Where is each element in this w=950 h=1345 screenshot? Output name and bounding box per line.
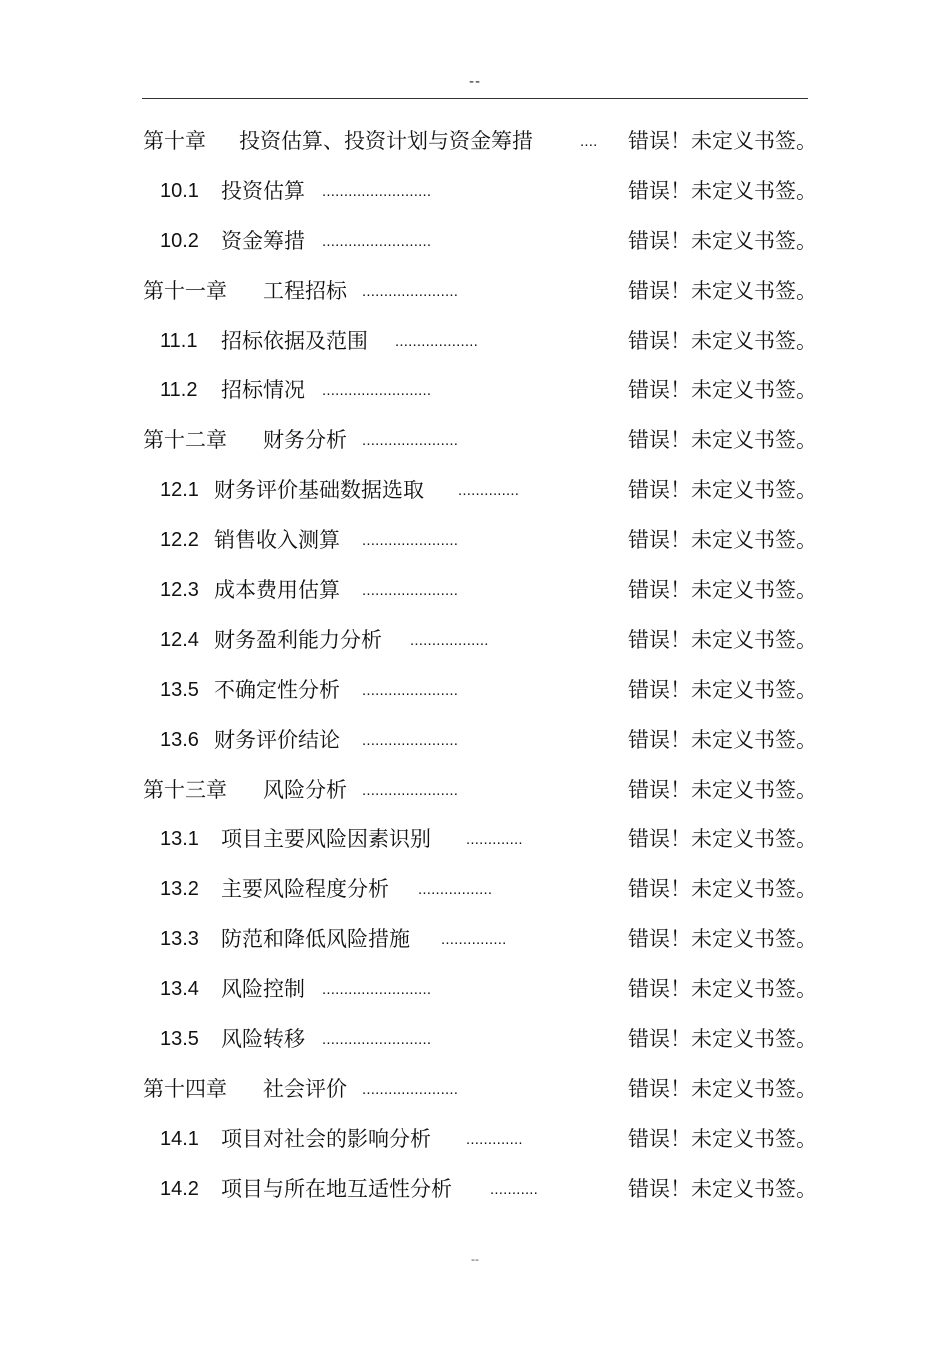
toc-entry-title: 主要风险程度分析	[221, 877, 389, 902]
toc-leader-dots: .........................	[322, 232, 432, 250]
page-footer-mark: --	[471, 1253, 479, 1266]
toc-entry-title: 投资估算、投资计划与资金筹措	[239, 129, 533, 153]
toc-entry-title: 风险控制	[221, 977, 305, 1002]
toc-leader-dots: ...........	[490, 1180, 539, 1198]
toc-leader-dots: .............	[466, 831, 523, 849]
toc-entry-title: 风险分析	[263, 777, 347, 802]
toc-entry-page-ref: 错误！未定义书签。	[628, 777, 817, 802]
toc-entry-page-ref: 错误！未定义书签。	[628, 1076, 817, 1101]
toc-entry-number: 第十一章	[143, 278, 227, 303]
toc-entry-number: 14.2	[160, 1177, 199, 1200]
toc-entry-section-13-5a[interactable]	[0, 666, 950, 716]
toc-entry-chapter-13[interactable]	[0, 766, 950, 816]
toc-entry-number: 第十四章	[143, 1076, 227, 1101]
toc-entry-number: 12.1	[160, 479, 199, 502]
toc-entry-page-ref: 错误！未定义书签。	[628, 1126, 817, 1151]
toc-leader-dots: ......................	[362, 582, 459, 600]
toc-entry-chapter-12[interactable]	[0, 416, 950, 466]
toc-leader-dots: ......................	[362, 781, 459, 799]
toc-leader-dots: ......................	[362, 432, 459, 450]
toc-entry-number: 13.3	[160, 928, 199, 951]
toc-entry-chapter-11[interactable]	[0, 267, 950, 317]
toc-entry-page-ref: 错误！未定义书签。	[628, 927, 817, 952]
toc-entry-section-11-1[interactable]	[0, 317, 950, 367]
toc-entry-title: 项目主要风险因素识别	[221, 827, 431, 852]
toc-entry-number: 13.2	[160, 878, 199, 901]
toc-entry-page-ref: 错误！未定义书签。	[628, 278, 817, 303]
toc-entry-number: 第十章	[143, 129, 206, 153]
toc-entry-title: 投资估算	[221, 178, 305, 203]
toc-entry-section-12-2[interactable]	[0, 516, 950, 566]
toc-entry-section-13-2[interactable]	[0, 865, 950, 915]
toc-entry-number: 11.1	[160, 329, 198, 352]
toc-leader-dots: ..................	[410, 631, 489, 649]
toc-entry-page-ref: 错误！未定义书签。	[628, 1027, 817, 1052]
toc-leader-dots: ......................	[362, 282, 459, 300]
toc-leader-dots: ......................	[362, 1080, 459, 1098]
toc-entry-page-ref: 错误！未定义书签。	[628, 977, 817, 1002]
toc-entry-chapter-10[interactable]	[0, 117, 950, 167]
toc-entry-section-13-4[interactable]	[0, 965, 950, 1015]
toc-entry-page-ref: 错误！未定义书签。	[628, 428, 817, 453]
toc-entry-page-ref: 错误！未定义书签。	[628, 178, 817, 203]
table-of-contents	[0, 117, 950, 1215]
toc-entry-title: 招标依据及范围	[221, 328, 368, 353]
header-rule	[142, 98, 808, 99]
toc-entry-section-13-5b[interactable]	[0, 1015, 950, 1065]
toc-leader-dots: ......................	[362, 532, 459, 550]
toc-leader-dots: ......................	[362, 681, 459, 699]
toc-entry-title: 防范和降低风险措施	[221, 927, 410, 952]
toc-entry-section-10-2[interactable]	[0, 217, 950, 267]
toc-entry-page-ref: 错误！未定义书签。	[628, 228, 817, 253]
toc-leader-dots: ..............	[458, 482, 520, 500]
toc-entry-page-ref: 错误！未定义书签。	[628, 827, 817, 852]
page-header-mark: --	[468, 74, 482, 90]
toc-entry-title: 工程招标	[263, 278, 347, 303]
toc-entry-section-11-2[interactable]	[0, 366, 950, 416]
toc-entry-title: 社会评价	[263, 1076, 347, 1101]
toc-entry-number: 13.4	[160, 978, 199, 1001]
toc-entry-title: 招标情况	[221, 378, 305, 403]
toc-leader-dots: ....	[580, 133, 598, 150]
toc-entry-number: 11.2	[160, 379, 198, 402]
toc-entry-number: 12.2	[160, 529, 199, 552]
toc-leader-dots: .........................	[322, 981, 432, 999]
toc-entry-number: 12.4	[160, 628, 199, 651]
toc-entry-number: 13.5	[160, 678, 199, 701]
toc-leader-dots: .........................	[322, 1031, 432, 1049]
toc-entry-page-ref: 错误！未定义书签。	[628, 1176, 817, 1201]
toc-entry-section-12-3[interactable]	[0, 566, 950, 616]
toc-entry-title: 财务评价结论	[214, 727, 340, 752]
toc-entry-section-13-1[interactable]	[0, 815, 950, 865]
toc-entry-number: 13.6	[160, 728, 199, 751]
toc-entry-page-ref: 错误！未定义书签。	[628, 478, 817, 503]
toc-entry-section-13-6[interactable]	[0, 716, 950, 766]
toc-leader-dots: ...............	[441, 931, 507, 949]
toc-entry-chapter-14[interactable]	[0, 1065, 950, 1115]
toc-entry-section-14-1[interactable]	[0, 1115, 950, 1165]
toc-entry-title: 销售收入测算	[214, 528, 340, 553]
toc-entry-section-14-2[interactable]	[0, 1165, 950, 1215]
toc-leader-dots: ......................	[362, 731, 459, 749]
toc-entry-title: 资金筹措	[221, 228, 305, 253]
toc-leader-dots: .........................	[322, 182, 432, 200]
toc-entry-title: 项目与所在地互适性分析	[221, 1176, 452, 1201]
toc-entry-page-ref: 错误！未定义书签。	[628, 328, 817, 353]
toc-entry-number: 第十二章	[143, 428, 227, 453]
toc-leader-dots: .........................	[322, 382, 432, 400]
toc-entry-page-ref: 错误！未定义书签。	[628, 578, 817, 603]
toc-leader-dots: .............	[466, 1130, 523, 1148]
toc-entry-page-ref: 错误！未定义书签。	[628, 627, 817, 652]
toc-entry-page-ref: 错误！未定义书签。	[628, 528, 817, 553]
toc-entry-section-13-3[interactable]	[0, 915, 950, 965]
toc-entry-page-ref: 错误！未定义书签。	[628, 677, 817, 702]
toc-leader-dots: ...................	[395, 332, 478, 350]
toc-entry-title: 项目对社会的影响分析	[221, 1126, 431, 1151]
toc-leader-dots: .................	[418, 881, 493, 899]
toc-entry-section-10-1[interactable]	[0, 167, 950, 217]
toc-entry-number: 14.1	[160, 1127, 199, 1150]
toc-entry-number: 12.3	[160, 579, 199, 602]
toc-entry-page-ref: 错误！未定义书签。	[628, 129, 817, 153]
toc-entry-section-12-1[interactable]	[0, 466, 950, 516]
toc-entry-number: 10.2	[160, 229, 199, 252]
toc-entry-section-12-4[interactable]	[0, 616, 950, 666]
toc-entry-page-ref: 错误！未定义书签。	[628, 877, 817, 902]
toc-entry-page-ref: 错误！未定义书签。	[628, 727, 817, 752]
toc-entry-title: 不确定性分析	[214, 677, 340, 702]
toc-entry-title: 财务盈利能力分析	[214, 627, 382, 652]
toc-entry-page-ref: 错误！未定义书签。	[628, 378, 817, 403]
toc-entry-title: 风险转移	[221, 1027, 305, 1052]
toc-entry-title: 财务分析	[263, 428, 347, 453]
toc-entry-title: 成本费用估算	[214, 578, 340, 603]
toc-entry-number: 13.1	[160, 828, 199, 851]
toc-entry-title: 财务评价基础数据选取	[214, 478, 424, 503]
toc-entry-number: 13.5	[160, 1028, 199, 1051]
toc-entry-number: 第十三章	[143, 777, 227, 802]
toc-entry-number: 10.1	[160, 179, 199, 202]
